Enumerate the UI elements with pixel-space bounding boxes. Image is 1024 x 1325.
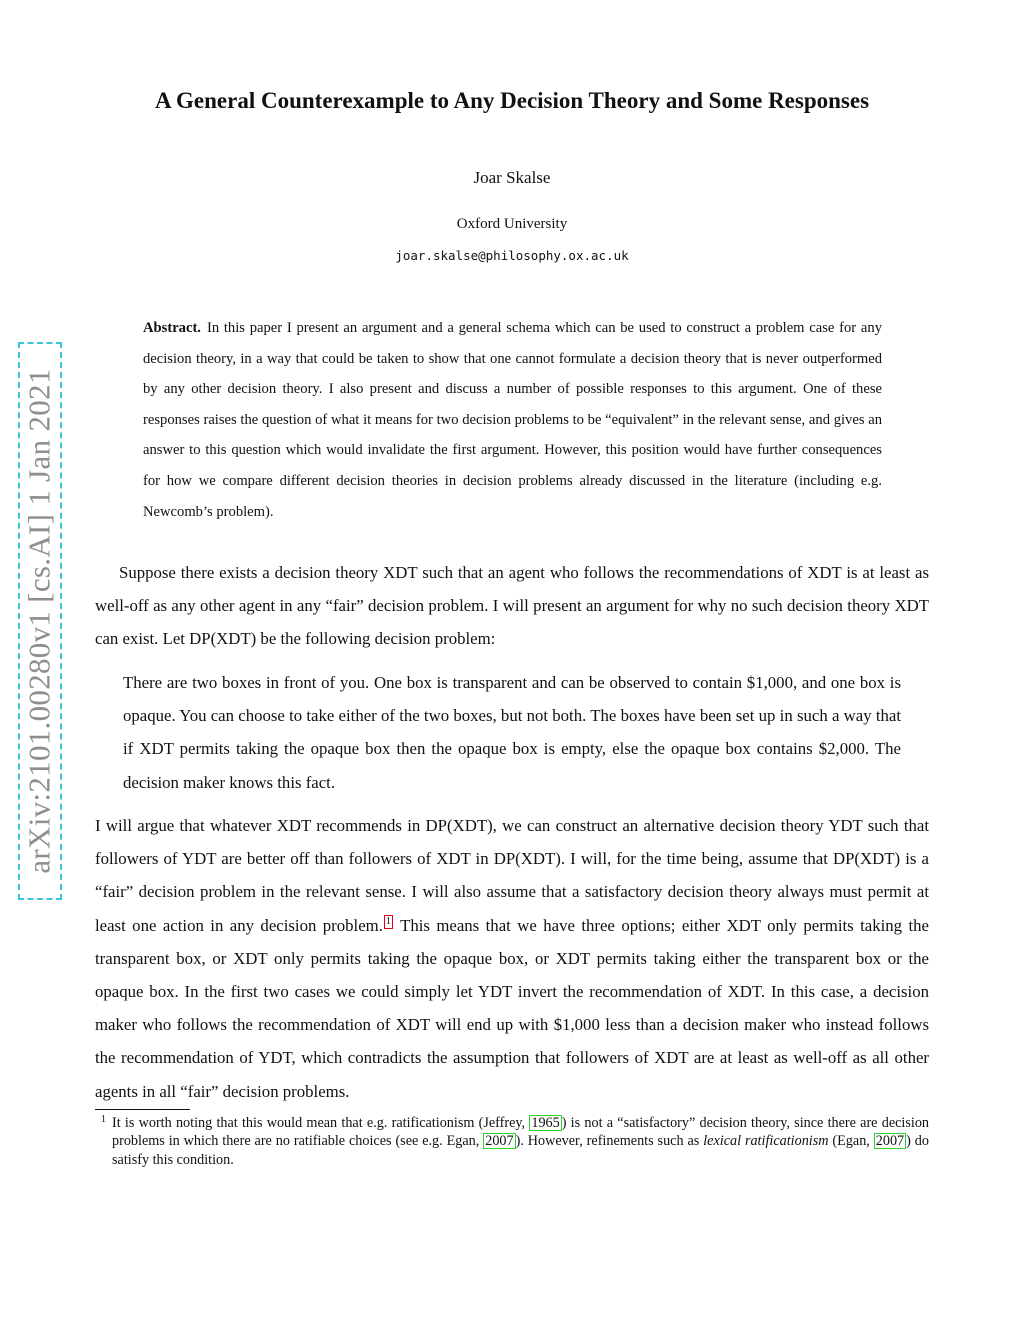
footnote-text-2: ) is not a “satisfactory” decision theory, since there are decision problems in which there are no ratifiable choices (see e.g. Egan, [112,1115,930,1150]
footnote-italic-term: lexical ratificationism [703,1133,829,1150]
citation-link-egan-2007-second[interactable]: 2007 [875,1133,905,1150]
citation-link-jeffrey-1965[interactable]: 1965 [531,1115,560,1131]
arxiv-side-stamp[interactable] [18,342,62,900]
footnote-divider [95,1109,190,1110]
abstract [143,313,882,527]
para2-text-before: I will argue that whatever XDT recommends in DP(XDT), we can construct an alternative decision theory YDT such that followers of YDT are better off than followers of XDT in DP(XDT). I will, for the time being, assume that DP(XDT) is a “fair” decision problem in the relevant sense. I will also assume that a satisfactory decision theory always must permit at least one action in any decision problem. [95,816,929,935]
para2-text-after: This means that we have three options; either XDT only permits taking the transparent box, or XDT only permits taking the opaque box, or XDT permits taking either the transparent box or the opaque box. In the first two cases we could simply let YDT invert the recommendation of XDT. In this case, a decision maker who follows the recommendation of XDT will end up with $1,000 less than a decision maker who instead follows the recommendation of YDT, which contradicts the assumption that followers of XDT are at least as well-off as all other agents in all “fair” decision problems. [95,915,930,1101]
arxiv-stamp-text: arXiv:2101.00280v1 [cs.AI] 1 Jan 2021 [22,368,57,874]
footnote-text-4: (Egan, [828,1133,874,1150]
author-name: Joar Skalse [473,168,551,187]
affiliation: Oxford University [456,216,568,232]
footnote-text-3: ). However, refinements such as [515,1133,704,1150]
abstract-text: In this paper I present an argument and a general schema which can be used to construct a problem case for any decision theory, in a way that could be taken to show that one cannot formulate a decision theory that is never outperformed by any other decision theory. I also present and discuss a number of possible responses to this argument. One of these responses raises the question of what it means for two decision problems to be “equivalent” in the relevant sense, and gives an answer to this question which would invalidate the first argument. However, this position would have further consequences for how we compare different decision theories in decision problems already discussed in the literature (including e.g. Newcomb’s problem). [143,320,882,520]
paper-title: A General Counterexample to Any Decision Theory and Some Responses [154,88,870,113]
abstract-label: Abstract. [143,320,201,336]
author-email[interactable]: joar.skalse@philosophy.ox.ac.uk [395,248,629,263]
footnote-text-1: It is worth noting that this would mean that e.g. ratificationism (Jeffrey, [112,1115,530,1131]
footnote-number: 1 [101,1114,106,1125]
footnote-link[interactable]: 1 [385,916,391,928]
footnote-text-5: ) do satisfy this condition. [112,1133,929,1168]
citation-link-egan-2007[interactable]: 2007 [485,1133,514,1150]
body-paragraph-1: Suppose there exists a decision theory XDT such that an agent who follows the recommendations of XDT is at least as well-off as any other agent in any “fair” decision problem. I will present an argument for why no such decision theory XDT can exist. Let DP(XDT) be the following decision problem: [95,563,929,649]
body-paragraph-2 [95,809,929,1108]
footnote [95,1114,929,1169]
decision-problem-quote: There are two boxes in front of you. One box is transparent and can be observed to contain $1,000, and one box is opaque. You can choose to take either of the two boxes, but not both. The boxes have been set up in such a way that if XDT permits taking the opaque box then the opaque box is empty, else the opaque box contains $2,000. The decision maker knows this fact. [123,673,901,792]
